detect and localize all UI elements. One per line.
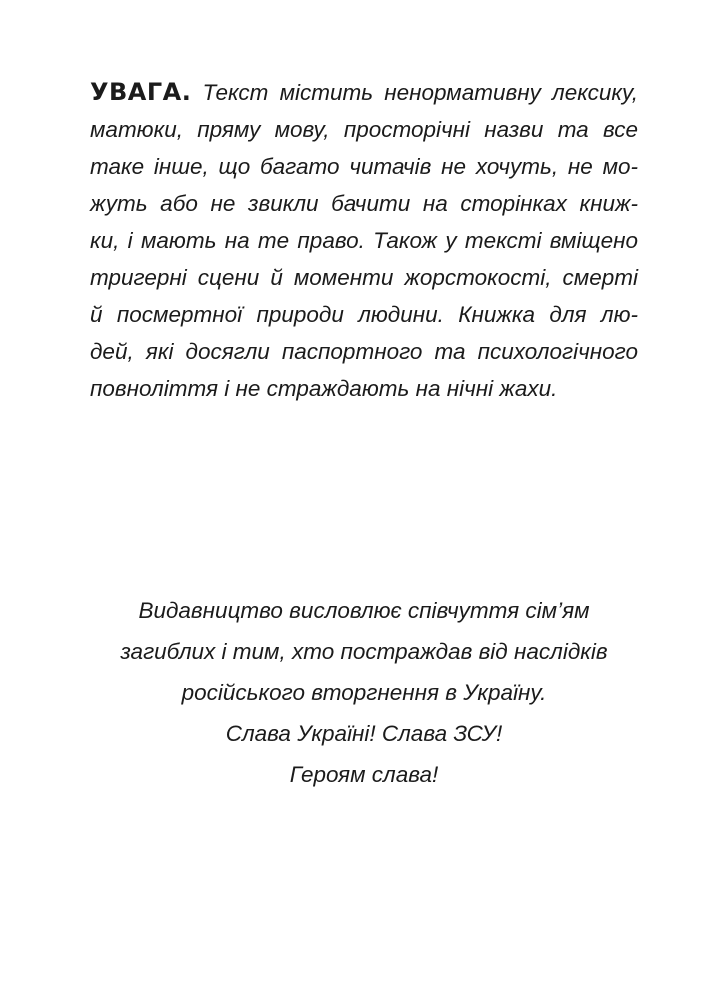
warning-line-7: й посмертної природи людини. Книжка для лю- (90, 302, 638, 327)
dedication-line-1: Видавництво висловлює співчуття сім’ям (138, 598, 590, 623)
warning-line-4: жуть або не звикли бачити на сторінках книж- (90, 191, 638, 216)
dedication-line-3: російського вторгнення в Україну. (181, 680, 547, 705)
dedication-line-5: Героям слава! (289, 762, 439, 787)
warning-line-6: тригерні сцени й моменти жорстокості, смерті (90, 265, 638, 290)
warning-heading: УВАГА. (90, 78, 192, 106)
dedication-line-2: загиблих і тим, хто постраждав від наслідків (120, 639, 608, 664)
warning-line-3: таке інше, що багато читачів не хочуть, не мо- (90, 154, 638, 179)
content-warning (90, 74, 638, 407)
dedication-line-4: Слава Україні! Слава ЗСУ! (225, 721, 503, 746)
warning-line-9: повноліття і не страждають на нічні жахи. (90, 376, 558, 401)
warning-line-1 (90, 74, 638, 111)
publisher-dedication (64, 590, 664, 795)
warning-text: Текст містить ненормативну лексику, (202, 80, 638, 105)
warning-line-2: матюки, пряму мову, просторічні назви та все (90, 117, 638, 142)
warning-line-5: ки, і мають на те право. Також у тексті вміщено (90, 228, 638, 253)
warning-line-8: дей, які досягли паспортного та психологічного (90, 339, 638, 364)
